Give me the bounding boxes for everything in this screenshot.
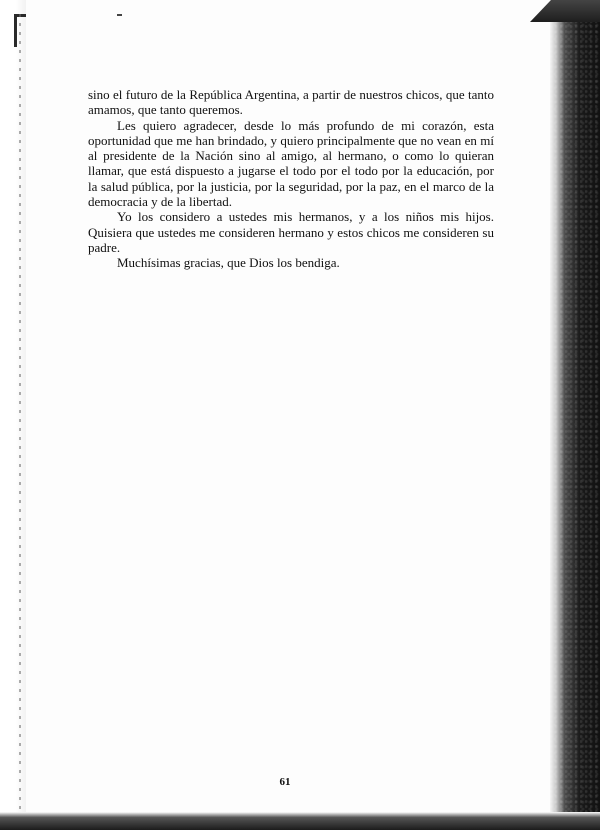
page-binding-edge: [0, 0, 26, 830]
paragraph-brothers: Yo los considero a ustedes mis hermanos, y a los niños mis hijos. Quisiera que ustedes me consideren hermano y estos chicos me consideren su padre.: [88, 209, 494, 255]
paragraph-continuation: sino el futuro de la República Argentina, a partir de nuestros chicos, que tanto amamos, que tanto queremos.: [88, 87, 494, 118]
body-text: [88, 87, 494, 271]
scanner-shadow-right: [550, 0, 600, 830]
binding-line: [19, 14, 21, 814]
scan-speck: [117, 14, 122, 16]
scanner-shadow-bottom: [0, 812, 600, 830]
page-number: 61: [279, 776, 291, 788]
paragraph-thanks: Les quiero agradecer, desde lo más profundo de mi corazón, esta oportunidad que me han brindado, y quiero principalmente que no vean en mí al presidente de la Nación sino al amigo, al hermano, o como lo quieran llamar, que está dispuesto a jugarse el todo por el todo por la educación, por la salud pública, por la justicia, por la seguridad, por la paz, en el marco de la democracia y de la libertad.: [88, 117, 494, 210]
scanner-shadow-top: [530, 0, 600, 22]
paragraph-closing: Muchísimas gracias, que Dios los bendiga.: [117, 255, 340, 271]
